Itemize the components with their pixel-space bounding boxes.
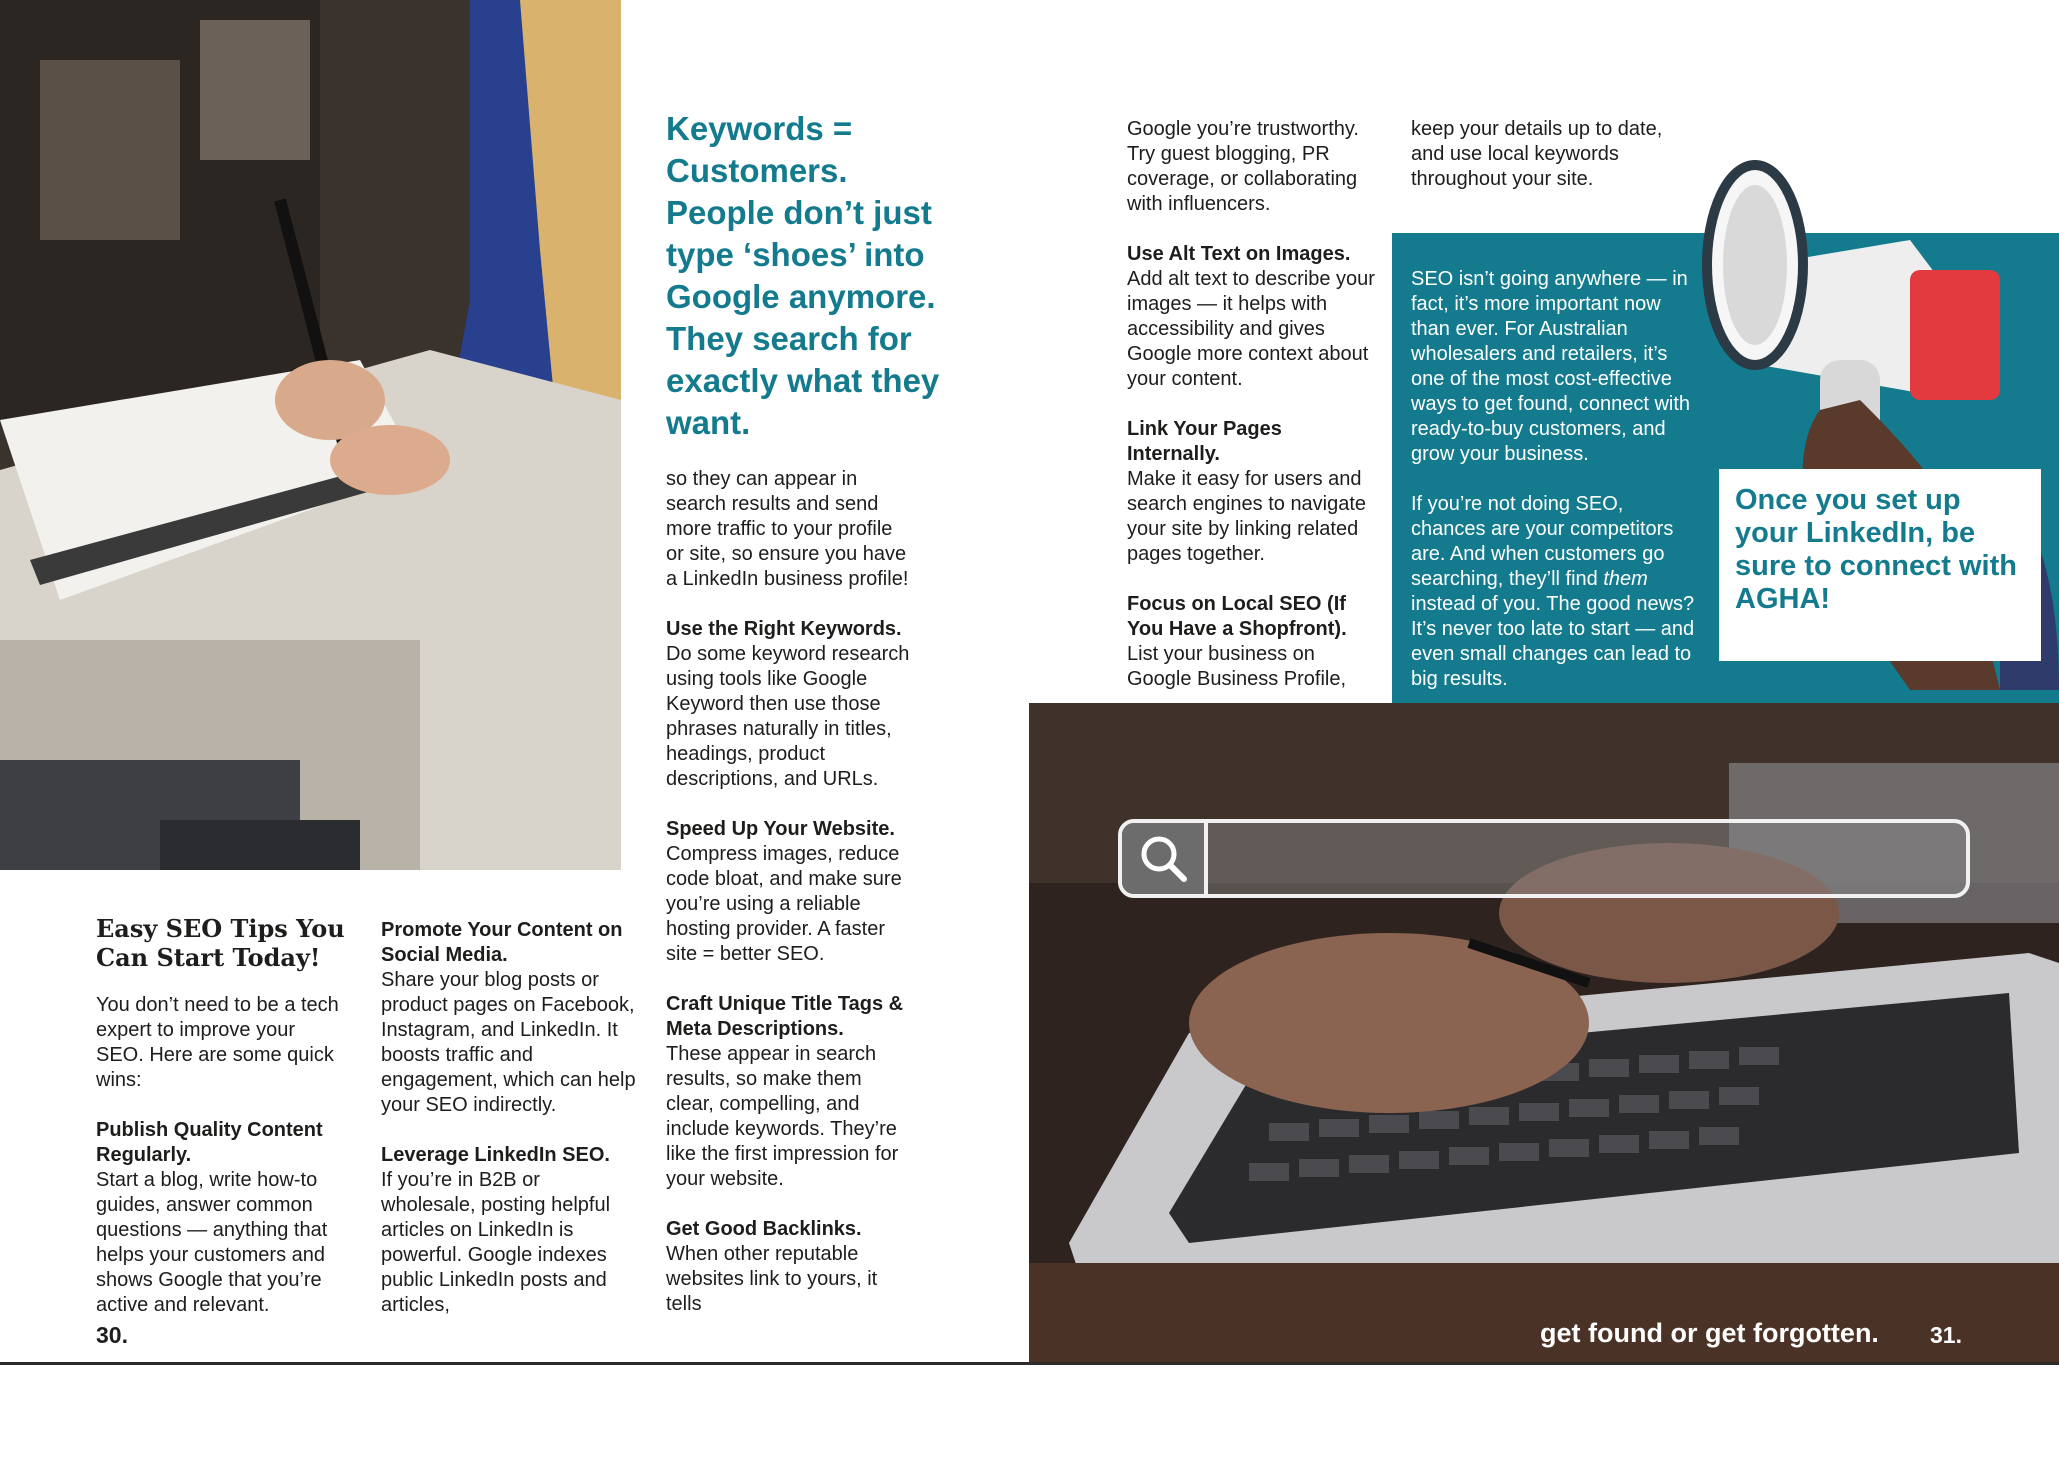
tip-body: Compress images, reduce code bloat, and make sure you’re using a reliable hosting provider. A faster site = better SEO. [666,843,902,965]
tip-body: Add alt text to describe your images — it helps with accessibility and gives Google more context about your content. [1127,268,1375,390]
tip-heading: Use Alt Text on Images. [1127,243,1351,265]
photo-laptop-illustration [1029,703,2059,1362]
section-title: Easy SEO Tips You Can Start Today! [96,914,345,972]
continued-paragraph: Google you’re trustworthy. Try guest blogging, PR coverage, or collaborating with influencers. [1127,118,1359,215]
bottom-rule [0,1362,2059,1365]
text-column-1 [96,993,346,1343]
page-number-left: 30. [96,1322,128,1348]
tip-alt-text [1127,242,1377,392]
tip-speed [666,817,911,967]
tip-heading: Link Your Pages Internally. [1127,418,1282,465]
page-number-right: 31. [1930,1322,1962,1348]
search-bar-graphic [1118,819,1970,898]
search-button-graphic [1122,823,1208,894]
continued-paragraph: keep your details up to date, and use local keywords throughout your site. [1411,118,1663,190]
tip-body: These appear in search results, so make them clear, compelling, and include keywords. They’re like the first impression for your website. [666,1043,899,1190]
tip-body: Start a blog, write how-to guides, answer common questions — anything that helps your customers and shows Google that you’re active and relevant. [96,1169,328,1316]
teal-paragraph-1: SEO isn’t going anywhere — in fact, it’s more important now than ever. For Australian wholesalers and retailers, it’s one of the most cost-effective ways to get found, connect with ready-to-buy customers, and grow your business. [1411,268,1691,465]
tip-body: If you’re in B2B or wholesale, posting helpful articles on LinkedIn is powerful. Google indexes public LinkedIn posts and articles, [381,1169,611,1316]
pull-quote: Keywords = Customers. People don’t just type ‘shoes’ into Google anymore. They search for exactly what they want. [666,110,940,441]
intro-paragraph: You don’t need to be a tech expert to improve your SEO. Here are some quick wins: [96,994,339,1091]
search-icon [1122,823,1208,894]
tip-body: Make it easy for users and search engines to navigate your site by linking related pages together. [1127,468,1367,565]
teal-paragraph-2 [1411,492,1701,692]
teal-text-segment: instead of you. The good news? It’s never too late to start — and even small changes can lead to big results. [1411,593,1695,690]
teal-text-segment: If you’re not doing SEO, chances are your competitors are. And when customers go searching, they’ll find [1411,493,1674,590]
tip-heading: Focus on Local SEO (If You Have a Shopfront). [1127,593,1347,640]
text-column-2 [381,918,636,1343]
tip-title-tags [666,992,911,1192]
tagline: get found or get forgotten. [1540,1318,1879,1348]
text-column-4 [1127,117,1377,717]
teal-emphasis: them [1603,568,1648,590]
text-column-3 [666,467,911,1342]
continued-paragraph: so they can appear in search results and send more traffic to your profile or site, so ensure you have a LinkedIn business profile! [666,468,909,590]
tip-linkedin-seo [381,1143,636,1318]
tip-heading: Publish Quality Content Regularly. [96,1119,323,1166]
tip-promote-social [381,918,636,1118]
tip-heading: Leverage LinkedIn SEO. [381,1144,610,1166]
tip-heading: Promote Your Content on Social Media. [381,919,623,966]
tip-body: List your business on Google Business Profile, [1127,643,1347,690]
tip-internal-links [1127,417,1377,567]
tip-keywords [666,617,911,792]
photo-writing-illustration [0,0,621,870]
photo-person-writing [0,0,621,870]
tip-heading: Speed Up Your Website. [666,818,895,840]
tip-heading: Craft Unique Title Tags & Meta Descriptions. [666,993,904,1040]
tip-heading: Get Good Backlinks. [666,1218,862,1240]
photo-laptop-search [1029,703,2059,1362]
tip-body: When other reputable websites link to yours, it tells [666,1243,878,1315]
text-column-5 [1411,117,1671,217]
tip-publish-content [96,1118,346,1318]
teal-callout-text [1411,267,1701,717]
tip-heading: Use the Right Keywords. [666,618,902,640]
tip-body: Do some keyword research using tools like Google Keyword then use those phrases naturally in titles, headings, product descriptions, and URLs. [666,643,910,790]
tip-body: Share your blog posts or product pages on Facebook, Instagram, and LinkedIn. It boosts traffic and engagement, which can help your SEO indirectly. [381,969,636,1116]
cta-box: Once you set up your LinkedIn, be sure to connect with AGHA! [1719,469,2041,661]
tip-backlinks [666,1217,911,1317]
tip-local-seo [1127,592,1377,692]
